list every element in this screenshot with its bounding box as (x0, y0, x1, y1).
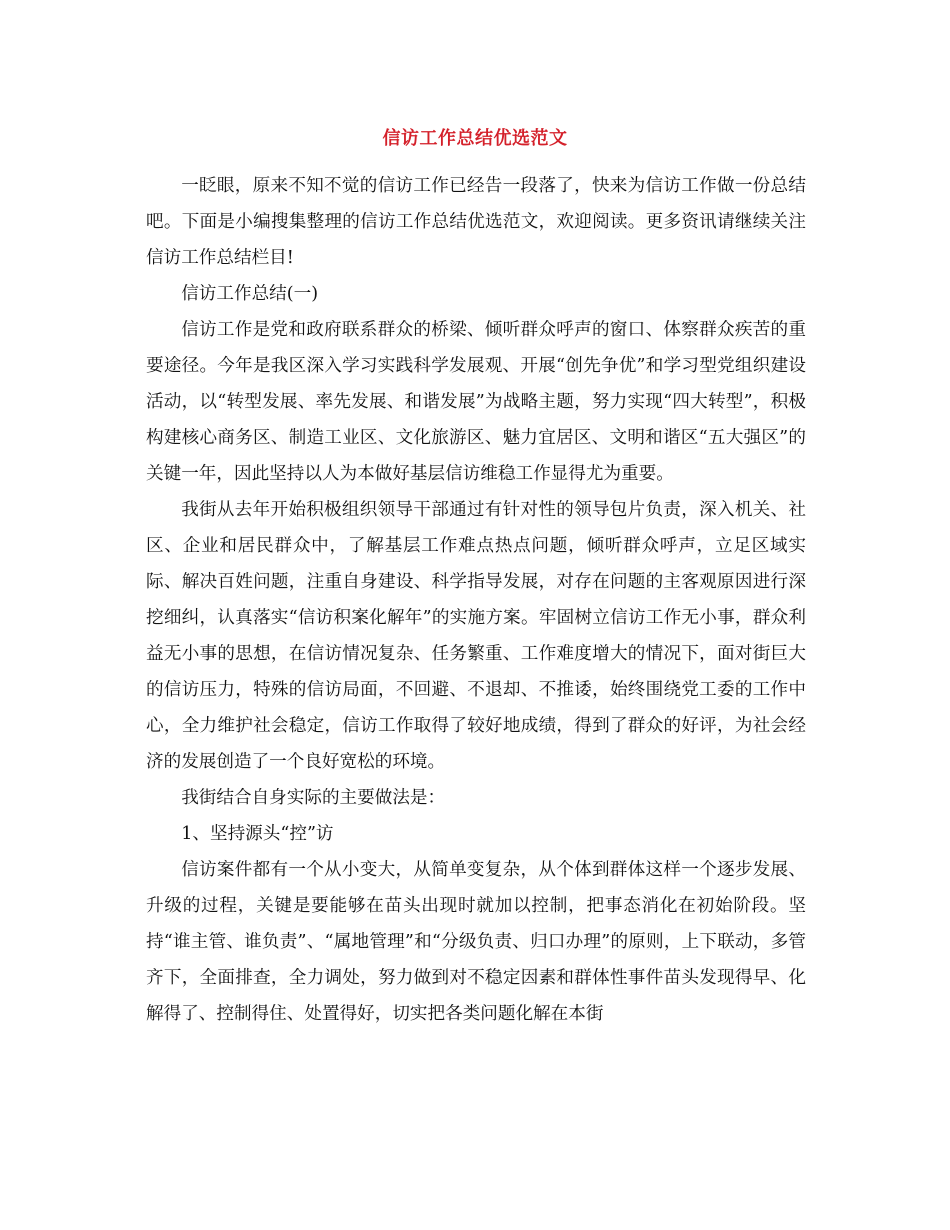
intro-paragraph: 一眨眼，原来不知不觉的信访工作已经告一段落了，快来为信访工作做一份总结吧。下面是小编搜集整理的信访工作总结优选范文，欢迎阅读。更多资讯请继续关注信访工作总结栏目! (146, 176, 806, 268)
body-paragraph: 我街结合自身实际的主要做法是： (181, 788, 446, 808)
subsection-heading: 1、坚持源头“控”访 (181, 824, 334, 844)
body-paragraph: 我街从去年开始积极组织领导干部通过有针对性的领导包片负责，深入机关、社区、企业和居民群众中，了解基层工作难点热点问题，倾听群众呼声，立足区域实际、解决百姓问题，注重自身建设、科学指导发展，对存在问题的主客观原因进行深挖细纠，认真落实“信访积案化解年”的实施方案。牢固树立信访工作无小事，群众利益无小事的思想，在信访情况复杂、任务繁重、工作难度增大的情况下，面对街巨大的信访压力，特殊的信访局面，不回避、不退却、不推诿，始终围绕党工委的工作中心，全力维护社会稳定，信访工作取得了较好地成绩，得到了群众的好评，为社会经济的发展创造了一个良好宽松的环境。 (146, 500, 806, 772)
document-body (146, 168, 806, 1032)
body-paragraph: 信访工作是党和政府联系群众的桥梁、倾听群众呼声的窗口、体察群众疾苦的重要途径。今年是我区深入学习实践科学发展观、开展“创先争优”和学习型党组织建设活动，以“转型发展、率先发展、和谐发展”为战略主题，努力实现“四大转型”，积极构建核心商务区、制造工业区、文化旅游区、魅力宜居区、文明和谐区“五大强区”的关键一年，因此坚持以人为本做好基层信访维稳工作显得尤为重要。 (146, 320, 806, 484)
section-heading: 信访工作总结(一) (181, 284, 319, 304)
body-paragraph: 信访案件都有一个从小变大，从简单变复杂，从个体到群体这样一个逐步发展、升级的过程，关键是要能够在苗头出现时就加以控制，把事态消化在初始阶段。坚持“谁主管、谁负责”、“属地管理”和“分级负责、归口办理”的原则，上下联动，多管齐下，全面排查，全力调处，努力做到对不稳定因素和群体性事件苗头发现得早、化解得了、控制得住、处置得好，切实把各类问题化解在本街 (146, 860, 806, 1024)
document-title: 信访工作总结优选范文 (382, 128, 568, 149)
